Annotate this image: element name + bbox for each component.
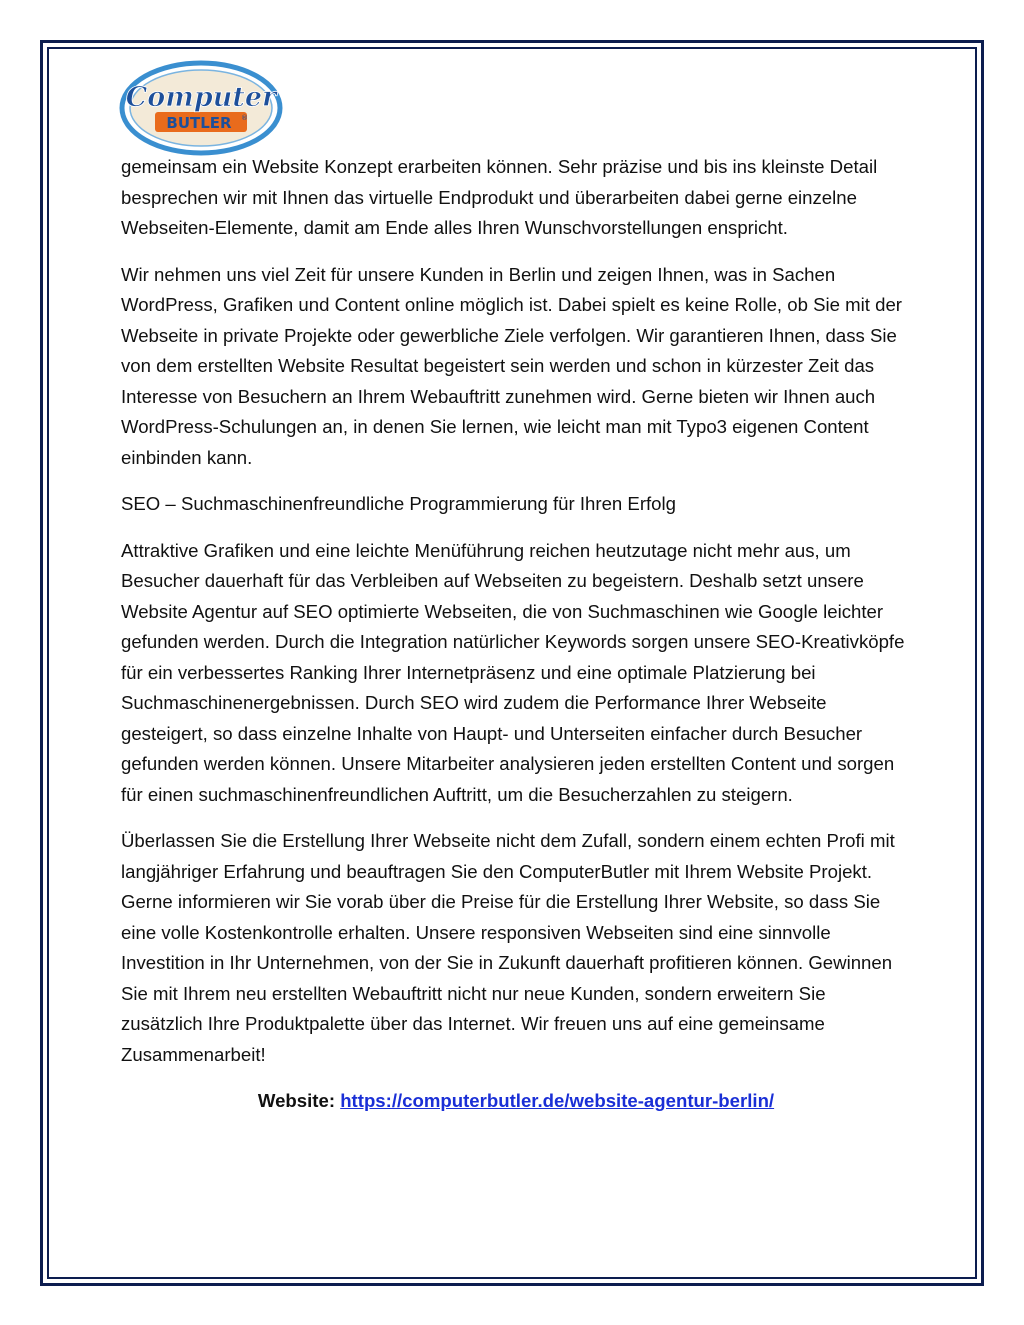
- logo-band-text: BUTLER: [166, 114, 232, 132]
- paragraph-seo: Attraktive Grafiken und eine leichte Menüführung reichen heutzutage nicht mehr aus, um Besucher dauerhaft für das Verbleiben auf Webseiten zu begeistern. Deshalb setzt unsere Website Agentur auf SEO optimierte Webseiten, die von Suchmaschinen wie Google leichter gefunden werden. Durch die Integration natürlicher Keywords sorgen unsere SEO-Kreativköpfe für ein verbessertes Ranking Ihrer Internetpräsenz und eine optimale Platzierung bei Suchmaschinenergebnissen. Durch SEO wird zudem die Performance Ihrer Webseite gesteigert, so dass einzelne Inhalte von Haupt- und Unterseiten einfacher durch Besucher gefunden werden können. Unsere Mitarbeiter analysieren jeden erstellten Content und sorgen für einen suchmaschinenfreundlichen Auftritt, um die Besucherzahlen zu steigern.: [121, 539, 905, 805]
- paragraph-intro: gemeinsam ein Website Konzept erarbeiten können. Sehr präzise und bis ins kleinste Detail besprechen wir mit Ihnen das virtuelle Endprodukt und überarbeiten dabei gerne einzelne Webseiten-Elemente, damit am Ende alles Ihren Wunschvorstellungen enspricht.: [121, 156, 878, 238]
- website-label: Website:: [257, 1090, 336, 1111]
- seo-heading: SEO – Suchmaschinenfreundliche Programmierung für Ihren Erfolg: [121, 493, 676, 514]
- computer-butler-logo: [119, 60, 283, 156]
- logo-registered-mark: ®: [241, 114, 248, 122]
- paragraph-closing: Überlassen Sie die Erstellung Ihrer Webseite nicht dem Zufall, sondern einem echten Profi mit langjähriger Erfahrung und beauftragen Sie den ComputerButler mit Ihrem Website Projekt. Gerne informieren wir Sie vorab über die Preise für die Erstellung Ihrer Website, so dass Sie eine volle Kostenkontrolle erhalten. Unsere responsiven Webseiten sind eine sinnvolle Investition in Ihr Unternehmen, von der Sie in Zukunft dauerhaft profitieren können. Gewinnen Sie mit Ihrem neu erstellten Webauftritt nicht nur neue Kunden, sondern erweitern Sie zusätzlich Ihre Produktpalette über das Internet. Wir freuen uns auf eine gemeinsame Zusammenarbeit!: [121, 830, 895, 1065]
- website-line: [121, 1086, 911, 1117]
- document-body: [121, 152, 911, 1117]
- website-link[interactable]: https://computerbutler.de/website-agentur-berlin/: [340, 1090, 775, 1111]
- logo-script-text: Computer: [125, 82, 277, 113]
- paragraph-berlin: Wir nehmen uns viel Zeit für unsere Kunden in Berlin und zeigen Ihnen, was in Sachen WordPress, Grafiken und Content online möglich ist. Dabei spielt es keine Rolle, ob Sie mit der Webseite in private Projekte oder gewerbliche Ziele verfolgen. Wir garantieren Ihnen, dass Sie von dem erstellten Website Resultat begeistert sein werden und schon in kürzester Zeit das Interesse von Besuchern an Ihrem Webauftritt zunehmen wird. Gerne bieten wir Ihnen auch WordPress-Schulungen an, in denen Sie lernen, wie leicht man mit Typo3 eigenen Content einbinden kann.: [121, 263, 902, 468]
